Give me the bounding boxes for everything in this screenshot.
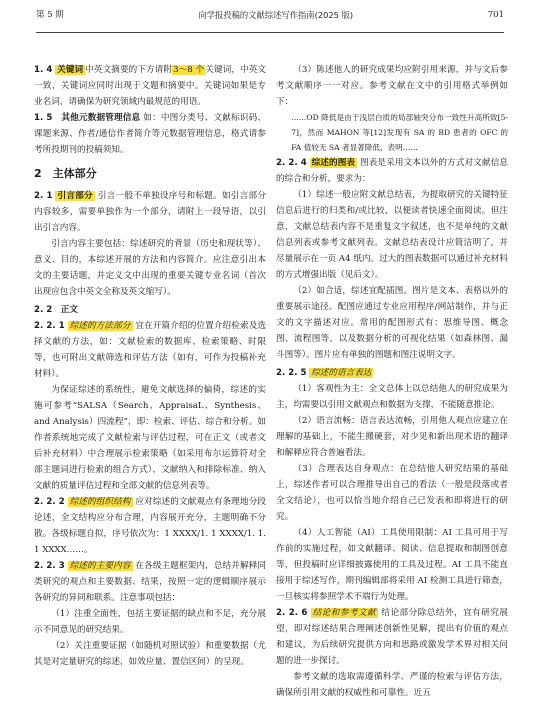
section-number: 1. 4 xyxy=(34,65,53,75)
section-label-highlight: 引言部分 xyxy=(57,191,93,201)
paragraph: 引言内容主要包括：综述研究的背景（历史和现状等）、意义、目的，本综述开展的方法和内容简介。应注意引出本文的主要话题，并定义文中出现的重要关键专业名词（首次出现应包含中英文全称及英文缩写）。 xyxy=(34,239,266,297)
keyword-range-highlight: 3～8 个 xyxy=(173,65,205,75)
header-rule xyxy=(36,32,504,33)
section-number: 2. 2. 5 xyxy=(276,368,307,378)
section-text: 宜在开篇介绍的位置介绍检索及选择文献的方法，如：文献检索的数据库、检索策略、时限等，也可附出文献筛选和评估方法（如有，可作为投稿补充材料）。 xyxy=(34,321,266,379)
section-number: 2. 1 xyxy=(34,191,53,201)
section-2-2-1 xyxy=(34,318,266,382)
section-1-4 xyxy=(34,62,266,110)
list-item: （2）语言流畅：语言表达流畅，引用他人观点应建立在理解的基础上，不能生搬硬套，对少见和新出现术语的翻译和解释应符合普遍看法。 xyxy=(276,416,508,458)
list-item: （1）注重全面性，包括主要证据的缺点和不足，充分展示不同意见的研究结果。 xyxy=(34,609,266,635)
section-label-highlight: 关键词 xyxy=(57,65,84,75)
section-text: 中英文摘要的下方请附 xyxy=(85,65,173,75)
left-column xyxy=(34,62,266,722)
citation-example: ……OD 降低是由于浅层白质的局部轴突分布一致性升高所致[5-7]，然而 MAHON 等[12]发现有 SA 的 BD 患者的 OFC 的 FA 值较无 SA 者显著降低，表明…… xyxy=(291,113,508,152)
running-title: 向学报投稿的文献综述写作指南(2025 版) xyxy=(198,10,354,20)
list-item: （2）关注重要证据（如随机对照试验）和重要数据（尤其是对定量研究的综述，如效应量、置信区间）的呈现。 xyxy=(34,641,266,667)
list-item: （1）客观性为主：全文总体上以总结他人的研究成果为主，均需要以引用文献观点和数据为支撑，不能随意推论。 xyxy=(276,384,508,410)
section-number: 2. 2. 3 xyxy=(34,561,65,571)
section-text: 应对综述的文献观点有条理地分段论述，全文结构应分布合理，内容展开充分，主题明确不分散。各级标题自拟，序号依次为：1 XXXX/1. 1 XXXX/1. 1. 1 XXXX……。 xyxy=(34,497,266,555)
list-item: （3）陈述他人的研究成果均应附引用来源，并与文后参考文献顺序一一对应。参考文献在文中的引用格式举例如下： xyxy=(276,65,508,107)
section-label-highlight: 综述的语言表达 xyxy=(311,368,372,378)
section-text: 如：中图分类号、文献标识码、课题来源、作者/通信作者简介等元数据管理信息，格式请参考所投期刊的投稿须知。 xyxy=(34,113,266,155)
section-number: 2. 2. 6 xyxy=(276,608,308,618)
section-2-2-heading: 2. 2 正文 xyxy=(34,305,78,315)
section-text: 在各级主题框架内，总结并解释同类研究的观点和主要数据、结果，按照一定的逻辑顺序展示各研究的异同和联系。注意事项包括： xyxy=(34,561,266,603)
section-text: 结论部分除总结外，宜有研究展望，即对综述结果合理阐述创新性见解，提出有价值的观点和建议，为后续研究提供方向和思路或激发学术界对相关问题的进一步探讨。 xyxy=(276,608,508,666)
section-1-5 xyxy=(34,110,266,158)
section-label-highlight: 综述的方法部分 xyxy=(69,321,131,331)
paragraph: 参考文献的选取需遵循科学、严谨的检索与评估方法，确保所引用文献的权威性和可靠性。近五 xyxy=(276,672,508,698)
section-label-highlight: 综述的组织结构 xyxy=(69,497,131,507)
right-column xyxy=(276,62,508,722)
section-heading: 1. 5 其他元数据管理信息 xyxy=(34,113,141,123)
list-item: （2）如合适，综述宜配插图。图片是文本、表格以外的重要展示途径。配图应通过专业应用程序/网站制作，并与正文的文字描述对应。常用的配图形式有：思维导图、概念图、流程图等，以及数据分析的可视化结果（如森林图、漏斗图等）。图片应有单独的图题和图注说明文字。 xyxy=(276,286,508,360)
issue-number: 第 5 期 xyxy=(36,10,64,20)
section-text: 图表是采用文本以外的方式对文献信息的综合和分析，要求为： xyxy=(276,158,508,184)
paragraph: 为保证综述的系统性，避免文献选择的偏倚，综述的实施可参考“SALSA（Search、AppraisaL、Synthesis、and Analysis）四流程”，即：检索、评估、综合和分析。如作者系统地完成了文献检索与评估过程，可在正文（或者文后补充材料）中合理展示检索策略（如采用布尔运算符对全部主题词进行检索的组合方式）、文献纳入和排除标准、纳入文献的质量评估过程和全部文献的信息列表等。 xyxy=(34,385,266,491)
section-2-2-6 xyxy=(276,605,508,669)
section-number: 2. 2. 4 xyxy=(276,158,307,168)
section-2-2-5 xyxy=(276,365,508,381)
heading-main-body: 2 主体部分 xyxy=(34,167,97,180)
section-label-highlight: 结论和参考文献 xyxy=(312,608,377,618)
section-number: 2. 2. 2 xyxy=(34,497,65,507)
list-item: （3）合理表达自身观点：在总结他人研究结果的基础上，综述作者可以合理推导出自己的看法（一般是段落或者全文结论），也可以恰当地介绍自己已发表和即将进行的研究。 xyxy=(276,464,508,522)
section-2-2-3 xyxy=(34,558,266,606)
page-number: 701 xyxy=(487,10,504,20)
running-head xyxy=(36,0,504,30)
section-label-highlight: 综述的主要内容 xyxy=(69,561,131,571)
section-2-2-4 xyxy=(276,155,508,187)
list-item: （1）综述一般应附文献总结表，为提取研究的关键特征信息后进行的归类和/或比较，以便读者快速全面阅读。但注意，文献总结表内容不是重复文字叙述，也不是单纯的文献信息列表或参考文献列表。文献总结表设计应简洁明了，并尽量展示在一页 A4 纸内。过大的图表数据可以通过补充材料的方式增强出版（见后文）。 xyxy=(276,190,508,280)
section-2-2-2 xyxy=(34,494,266,558)
section-text: 引言一般不单独设序号和标题。如引言部分内容较多，需要单独作为一个部分，请附上一段导语，以引出引言内容。 xyxy=(34,191,266,233)
list-item: （4）人工智能（AI）工具使用限制：AI 工具可用于写作前的实施过程，如文献翻译、阅读、信息提取和制图创意等，但投稿时应详细披露使用的工具及过程。AI 工具不能直接用于综述写作，期刊编辑部将采用 AI 检测工具进行筛查，一旦核实将参照学术不端行为处理。 xyxy=(276,528,508,602)
section-text: 关键词，中英文一致，关键词应同时出现于文题和摘要中。关键词如果是专业名词，请确保为研究领域内最规范的用语。 xyxy=(34,65,266,107)
section-number: 2. 2. 1 xyxy=(34,321,65,331)
section-label-highlight: 综述的图表 xyxy=(311,158,356,168)
section-2-1 xyxy=(34,188,266,236)
